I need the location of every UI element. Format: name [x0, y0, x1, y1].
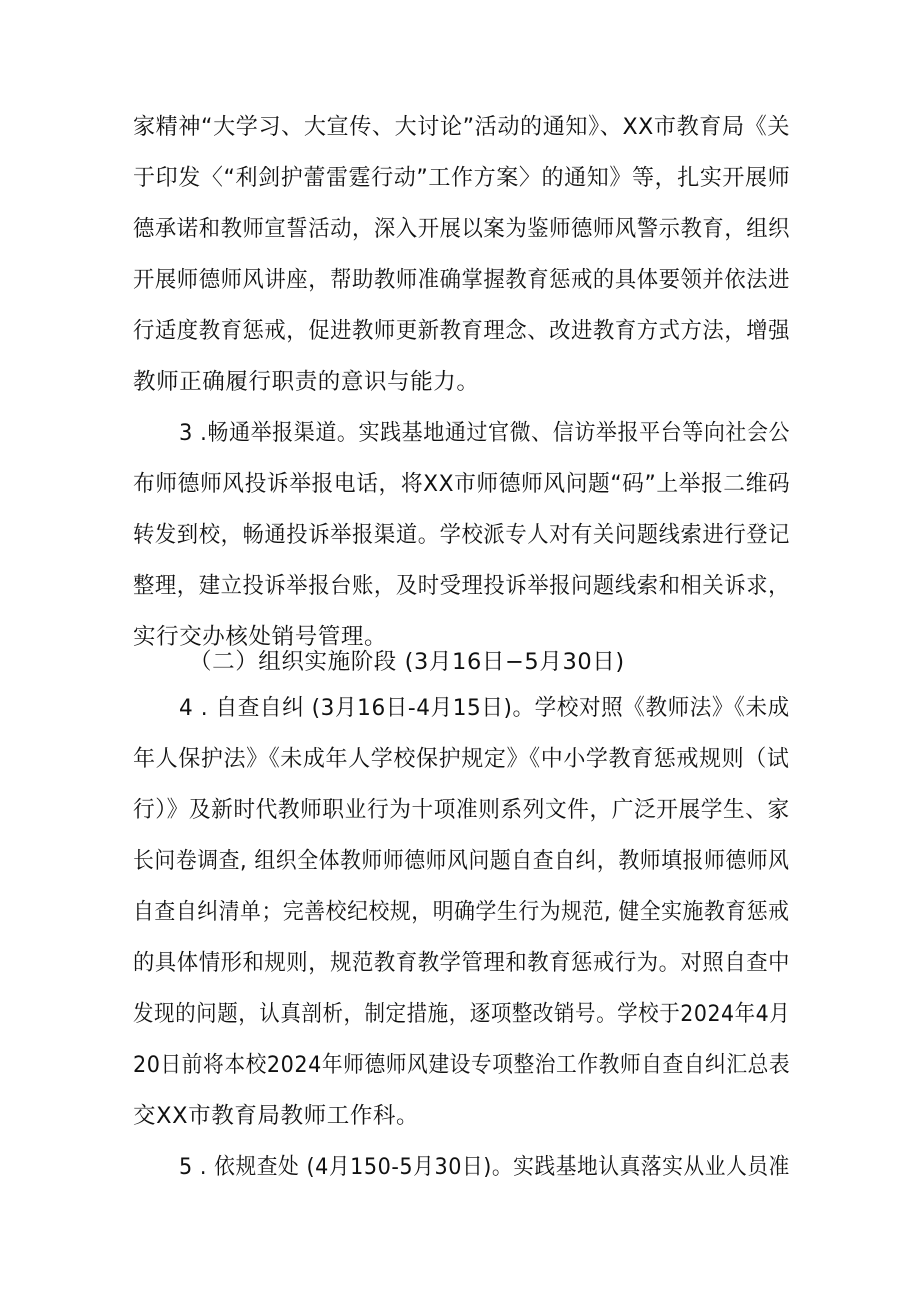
- text-line: 年人保护法》《未成年人学校保护规定》《中小学教育惩戒规则（试: [133, 746, 790, 772]
- text-line: 开展师德师风讲座，帮助教师准确掌握教育惩戒的具体要领并依法进: [133, 267, 791, 293]
- text-line: 的具体情形和规则，规范教育教学管理和教育惩戒行为。对照自查中: [133, 950, 791, 976]
- text-line: 长问卷调查, 组织全体教师师德师风问题自查自纠，教师填报师德师风: [133, 848, 790, 874]
- text-line: 自查自纠清单；完善校纪校规，明确学生行为规范, 健全实施教育惩戒: [133, 899, 790, 925]
- text-line: 转发到校，畅通投诉举报渠道。学校派专人对有关问题线索进行登记: [133, 522, 791, 548]
- text-line: 交XX市教育局教师工作科。: [133, 1103, 420, 1129]
- text-line: 实行交办核处销号管理。: [133, 624, 388, 650]
- text-line: 整理，建立投诉举报台账，及时受理投诉举报问题线索和相关诉求，: [133, 573, 791, 599]
- text-line: 5 . 依规查处 (4月150-5月30日)。实践基地认真落实从业人员准: [179, 1154, 790, 1180]
- section-heading: （二）组织实施阶段 (3月16日−5月30日): [189, 649, 625, 675]
- text-line: 发现的问题，认真剖析，制定措施，逐项整改销号。学校于2024年4月: [133, 1001, 791, 1027]
- text-line: 3 .畅通举报渠道。实践基地通过官微、信访举报平台等向社会公: [179, 420, 791, 446]
- text-line: 20日前将本校2024年师德师风建设专项整治工作教师自查自纠汇总表: [133, 1052, 791, 1078]
- text-line: 行）》及新时代教师职业行为十项准则系列文件，广泛开展学生、家: [133, 797, 790, 823]
- text-line: 家精神“大学习、大宣传、大讨论”活动的通知》、XX市教育局《关: [133, 114, 791, 140]
- text-line: 4 . 自查自纠 (3月16日-4月15日)。学校对照《教师法》《未成: [179, 695, 790, 721]
- text-line: 布师德师风投诉举报电话，将XX市师德师风问题“码”上举报二维码: [133, 471, 791, 497]
- text-line: 教师正确履行职责的意识与能力。: [133, 369, 480, 395]
- text-line: 行适度教育惩戒，促进教师更新教育理念、改进教育方式方法，增强: [133, 318, 791, 344]
- text-line: 于印发〈“利剑护蕾雷霆行动”工作方案〉的通知》等，扎实开展师: [133, 165, 791, 191]
- text-line: 德承诺和教师宣誓活动，深入开展以案为鉴师德师风警示教育，组织: [133, 216, 791, 242]
